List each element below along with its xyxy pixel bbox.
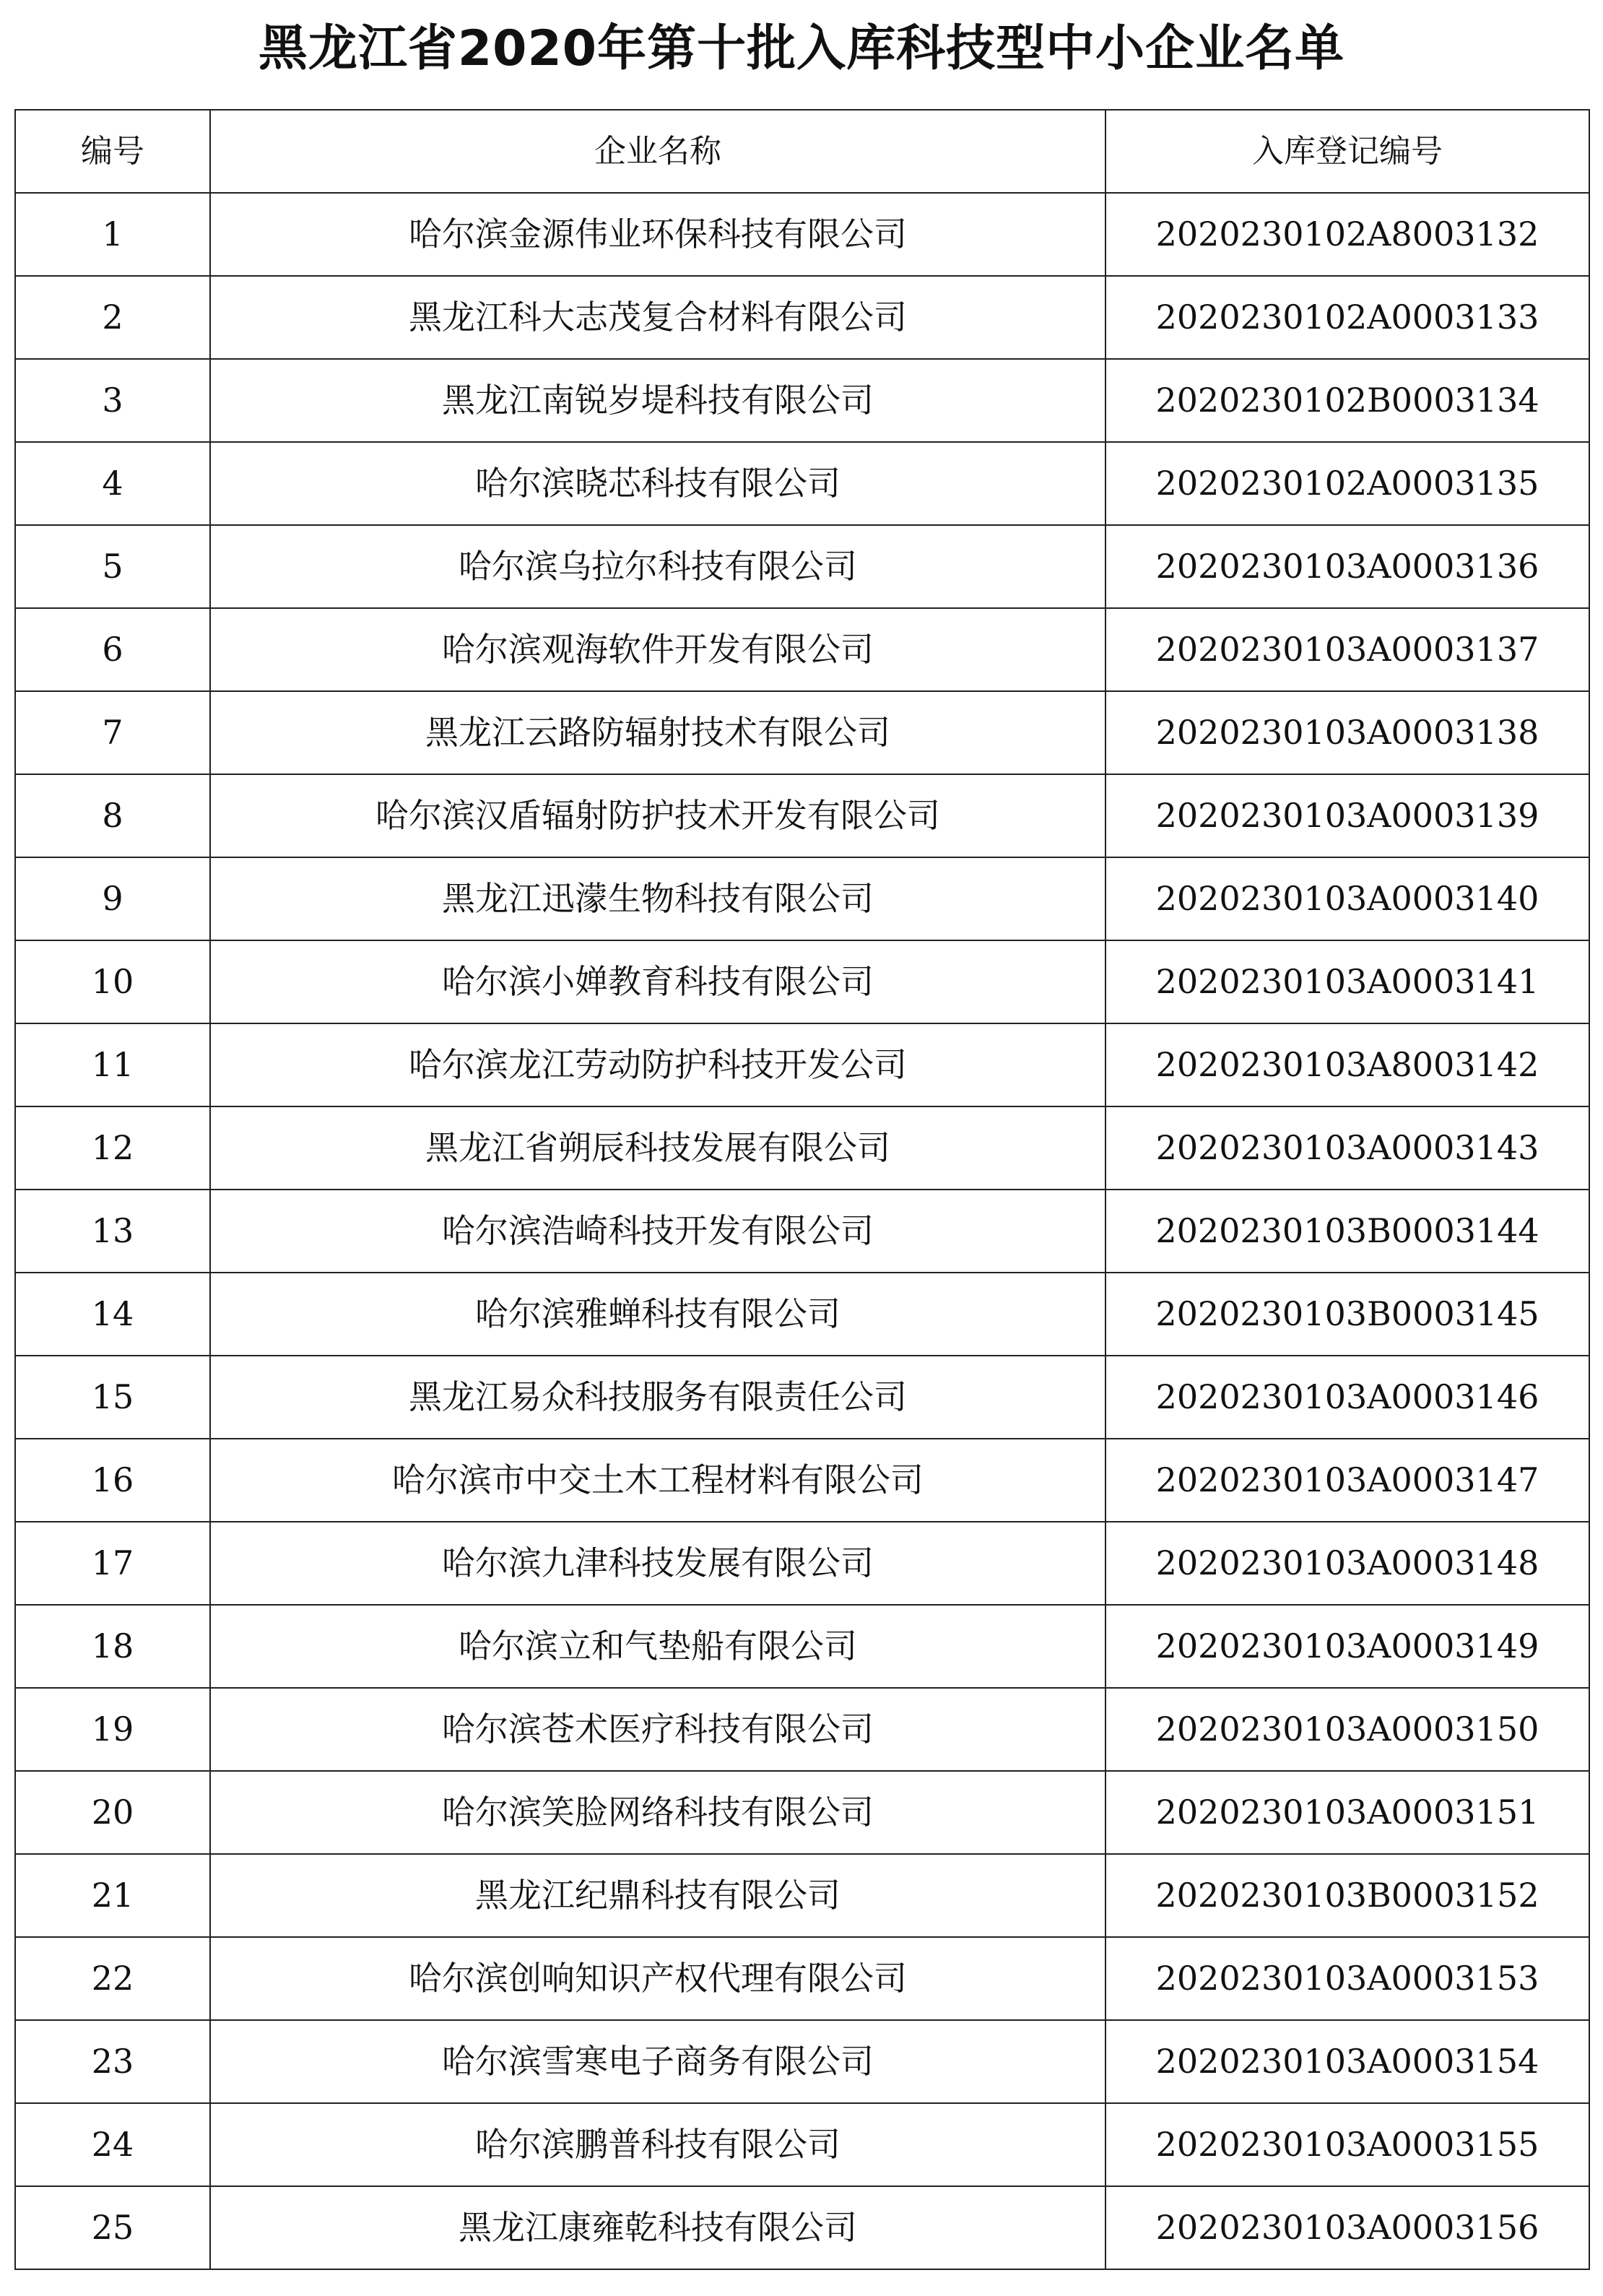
table-row bbox=[15, 525, 1589, 608]
row-number: 10 bbox=[15, 940, 210, 1023]
table-row bbox=[15, 857, 1589, 940]
row-number: 20 bbox=[15, 1771, 210, 1854]
header-row bbox=[15, 110, 1589, 193]
table-row bbox=[15, 774, 1589, 857]
enterprise-name: 哈尔滨雅蝉科技有限公司 bbox=[210, 1273, 1105, 1356]
enterprise-name: 哈尔滨九津科技发展有限公司 bbox=[210, 1522, 1105, 1605]
table-row bbox=[15, 359, 1589, 442]
table-body bbox=[15, 193, 1589, 2269]
row-number: 12 bbox=[15, 1106, 210, 1190]
enterprise-name: 哈尔滨笑脸网络科技有限公司 bbox=[210, 1771, 1105, 1854]
registration-code: 2020230103A0003137 bbox=[1105, 608, 1589, 691]
registration-code: 2020230103A0003143 bbox=[1105, 1106, 1589, 1190]
registration-code: 2020230102A0003135 bbox=[1105, 442, 1589, 525]
row-number: 18 bbox=[15, 1605, 210, 1688]
enterprise-name: 哈尔滨金源伟业环保科技有限公司 bbox=[210, 193, 1105, 276]
enterprise-name: 哈尔滨鹏普科技有限公司 bbox=[210, 2103, 1105, 2186]
registration-code: 2020230103A0003151 bbox=[1105, 1771, 1589, 1854]
table-row bbox=[15, 1106, 1589, 1190]
row-number: 19 bbox=[15, 1688, 210, 1771]
row-number: 9 bbox=[15, 857, 210, 940]
enterprise-name: 黑龙江省朔辰科技发展有限公司 bbox=[210, 1106, 1105, 1190]
enterprise-name: 哈尔滨晓芯科技有限公司 bbox=[210, 442, 1105, 525]
table-row bbox=[15, 2103, 1589, 2186]
registration-code: 2020230103A0003141 bbox=[1105, 940, 1589, 1023]
registration-code: 2020230103B0003144 bbox=[1105, 1190, 1589, 1273]
enterprise-name: 哈尔滨小婵教育科技有限公司 bbox=[210, 940, 1105, 1023]
registration-code: 2020230103B0003145 bbox=[1105, 1273, 1589, 1356]
enterprise-name: 黑龙江南锐岁堤科技有限公司 bbox=[210, 359, 1105, 442]
table-row bbox=[15, 1605, 1589, 1688]
table-row bbox=[15, 2186, 1589, 2269]
registration-code: 2020230102B0003134 bbox=[1105, 359, 1589, 442]
enterprise-name: 黑龙江科大志茂复合材料有限公司 bbox=[210, 276, 1105, 359]
registration-code: 2020230103A0003153 bbox=[1105, 1937, 1589, 2020]
table-row bbox=[15, 1771, 1589, 1854]
row-number: 8 bbox=[15, 774, 210, 857]
enterprise-table bbox=[14, 109, 1590, 2270]
registration-code: 2020230103A0003154 bbox=[1105, 2020, 1589, 2103]
document-title: 黑龙江省2020年第十批入库科技型中小企业名单 bbox=[258, 20, 1345, 77]
header-registration-code: 入库登记编号 bbox=[1105, 110, 1589, 193]
enterprise-name: 哈尔滨浩崎科技开发有限公司 bbox=[210, 1190, 1105, 1273]
registration-code: 2020230103A0003150 bbox=[1105, 1688, 1589, 1771]
enterprise-name: 哈尔滨龙江劳动防护科技开发公司 bbox=[210, 1023, 1105, 1106]
table-row bbox=[15, 940, 1589, 1023]
row-number: 1 bbox=[15, 193, 210, 276]
row-number: 21 bbox=[15, 1854, 210, 1937]
row-number: 14 bbox=[15, 1273, 210, 1356]
table-row bbox=[15, 608, 1589, 691]
table-row bbox=[15, 1854, 1589, 1937]
table-header bbox=[15, 110, 1589, 193]
table-row bbox=[15, 2020, 1589, 2103]
registration-code: 2020230102A8003132 bbox=[1105, 193, 1589, 276]
table-row bbox=[15, 1190, 1589, 1273]
registration-code: 2020230103A0003140 bbox=[1105, 857, 1589, 940]
registration-code: 2020230102A0003133 bbox=[1105, 276, 1589, 359]
registration-code: 2020230103A0003146 bbox=[1105, 1356, 1589, 1439]
enterprise-name: 黑龙江云路防辐射技术有限公司 bbox=[210, 691, 1105, 774]
registration-code: 2020230103B0003152 bbox=[1105, 1854, 1589, 1937]
enterprise-name: 黑龙江易众科技服务有限责任公司 bbox=[210, 1356, 1105, 1439]
row-number: 16 bbox=[15, 1439, 210, 1522]
enterprise-name: 哈尔滨雪寒电子商务有限公司 bbox=[210, 2020, 1105, 2103]
header-enterprise-name: 企业名称 bbox=[210, 110, 1105, 193]
table-row bbox=[15, 193, 1589, 276]
row-number: 17 bbox=[15, 1522, 210, 1605]
enterprise-name: 哈尔滨汉盾辐射防护技术开发有限公司 bbox=[210, 774, 1105, 857]
enterprise-name: 哈尔滨立和气垫船有限公司 bbox=[210, 1605, 1105, 1688]
table-row bbox=[15, 1522, 1589, 1605]
row-number: 2 bbox=[15, 276, 210, 359]
enterprise-name: 哈尔滨创响知识产权代理有限公司 bbox=[210, 1937, 1105, 2020]
row-number: 22 bbox=[15, 1937, 210, 2020]
row-number: 23 bbox=[15, 2020, 210, 2103]
row-number: 7 bbox=[15, 691, 210, 774]
row-number: 24 bbox=[15, 2103, 210, 2186]
table-row bbox=[15, 691, 1589, 774]
registration-code: 2020230103A8003142 bbox=[1105, 1023, 1589, 1106]
enterprise-name: 哈尔滨市中交土木工程材料有限公司 bbox=[210, 1439, 1105, 1522]
registration-code: 2020230103A0003136 bbox=[1105, 525, 1589, 608]
table-row bbox=[15, 1023, 1589, 1106]
row-number: 5 bbox=[15, 525, 210, 608]
registration-code: 2020230103A0003147 bbox=[1105, 1439, 1589, 1522]
table-row bbox=[15, 442, 1589, 525]
enterprise-name: 哈尔滨乌拉尔科技有限公司 bbox=[210, 525, 1105, 608]
registration-code: 2020230103A0003156 bbox=[1105, 2186, 1589, 2269]
table-row bbox=[15, 1273, 1589, 1356]
enterprise-name: 黑龙江迅濛生物科技有限公司 bbox=[210, 857, 1105, 940]
enterprise-name: 黑龙江康雍乾科技有限公司 bbox=[210, 2186, 1105, 2269]
row-number: 3 bbox=[15, 359, 210, 442]
row-number: 6 bbox=[15, 608, 210, 691]
table-row bbox=[15, 1688, 1589, 1771]
table-row bbox=[15, 1937, 1589, 2020]
registration-code: 2020230103A0003138 bbox=[1105, 691, 1589, 774]
table-row bbox=[15, 276, 1589, 359]
enterprise-name: 哈尔滨苍术医疗科技有限公司 bbox=[210, 1688, 1105, 1771]
registration-code: 2020230103A0003155 bbox=[1105, 2103, 1589, 2186]
registration-code: 2020230103A0003148 bbox=[1105, 1522, 1589, 1605]
registration-code: 2020230103A0003149 bbox=[1105, 1605, 1589, 1688]
row-number: 25 bbox=[15, 2186, 210, 2269]
enterprise-name: 哈尔滨观海软件开发有限公司 bbox=[210, 608, 1105, 691]
table-row bbox=[15, 1439, 1589, 1522]
table-row bbox=[15, 1356, 1589, 1439]
row-number: 15 bbox=[15, 1356, 210, 1439]
registration-code: 2020230103A0003139 bbox=[1105, 774, 1589, 857]
row-number: 13 bbox=[15, 1190, 210, 1273]
row-number: 4 bbox=[15, 442, 210, 525]
enterprise-name: 黑龙江纪鼎科技有限公司 bbox=[210, 1854, 1105, 1937]
row-number: 11 bbox=[15, 1023, 210, 1106]
header-number: 编号 bbox=[15, 110, 210, 193]
